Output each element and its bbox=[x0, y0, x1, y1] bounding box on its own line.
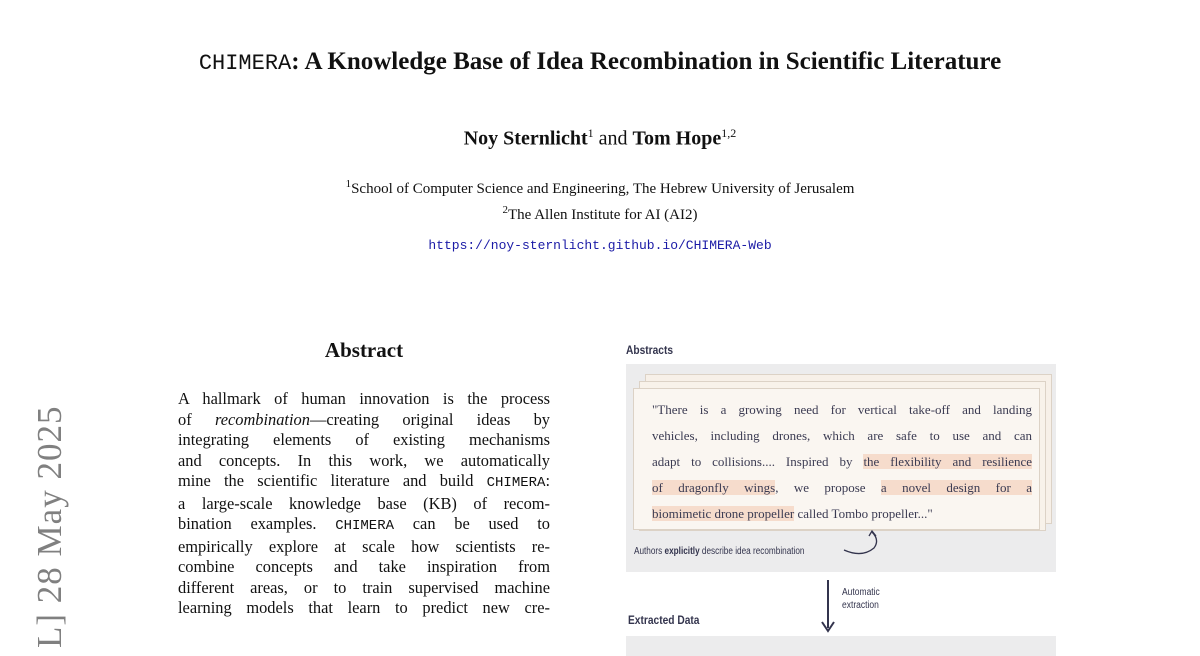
figure-extracted-panel bbox=[626, 636, 1056, 656]
author-1: Noy Sternlicht bbox=[463, 127, 588, 150]
abstract-line bbox=[178, 471, 550, 494]
title-system-name: CHIMERA bbox=[198, 51, 292, 76]
abstract-line bbox=[178, 410, 550, 431]
note-text: describe idea recombination bbox=[699, 546, 805, 557]
figure-note bbox=[634, 546, 804, 557]
quote-line bbox=[652, 475, 1032, 501]
quote-highlight: a novel design for a bbox=[880, 480, 1032, 495]
author-1-sup: 1 bbox=[587, 126, 594, 140]
affiliation-2 bbox=[0, 204, 1200, 224]
abstract-word: can be used to bbox=[412, 514, 550, 533]
curved-arrow-icon bbox=[840, 530, 890, 558]
arrow-label bbox=[842, 586, 880, 612]
abstract-word: mine the scientific literature and build bbox=[178, 471, 474, 490]
title-text: : A Knowledge Base of Idea Recombination in Scientific Literature bbox=[291, 48, 1002, 75]
abstract-quote bbox=[652, 397, 1032, 527]
abstract-heading: Abstract bbox=[324, 338, 404, 362]
note-text: Authors bbox=[634, 546, 665, 557]
down-arrow-icon bbox=[820, 578, 836, 634]
abstract-line: combine concepts and take inspiration from bbox=[178, 557, 550, 576]
quote-line: "There is a growing need for vertical take-off and landing bbox=[652, 402, 1032, 417]
quote-text: called Tombo propeller..." bbox=[794, 506, 933, 521]
abstract-body bbox=[178, 389, 550, 619]
affiliation-1-sup: 1 bbox=[345, 178, 352, 190]
affiliation-2-text: The Allen Institute for AI (AI2) bbox=[507, 207, 698, 223]
abstract-system-name: CHIMERA bbox=[486, 475, 546, 491]
affiliation-2-sup: 2 bbox=[502, 204, 508, 216]
figure-label-abstracts: Abstracts bbox=[626, 343, 674, 357]
author-and: and bbox=[593, 127, 633, 150]
author-line bbox=[0, 126, 1200, 151]
arrow-label-line: Automatic bbox=[842, 587, 880, 598]
abstract-line: integrating elements of existing mechanisms bbox=[178, 430, 550, 449]
abstract-word: : bbox=[545, 471, 550, 490]
quote-highlight: of dragonfly wings bbox=[652, 480, 776, 495]
paper-title bbox=[0, 48, 1200, 76]
author-2-sup: 1,2 bbox=[721, 126, 737, 140]
quote-text: adapt to collisions.... Inspired by bbox=[652, 454, 864, 469]
figure-label-extracted: Extracted Data bbox=[628, 613, 700, 627]
abstract-emph: recombination bbox=[214, 409, 310, 429]
quote-highlight: the flexibility and resilience bbox=[863, 454, 1032, 469]
arxiv-stamp: L] 28 May 2025 bbox=[30, 405, 69, 648]
abstract-line: empirically explore at scale how scientists re- bbox=[178, 536, 550, 556]
abstract-line: and concepts. In this work, we automatically bbox=[178, 450, 550, 470]
affiliation-1 bbox=[0, 178, 1200, 198]
abstract-dash: — bbox=[309, 409, 327, 429]
note-bold: explicitly bbox=[664, 546, 700, 557]
abstract-quote-card bbox=[633, 388, 1040, 530]
abstract-line bbox=[178, 514, 550, 537]
abstract-line: a large-scale knowledge base (KB) of recom- bbox=[178, 493, 550, 513]
abstract-word: bination examples. bbox=[178, 514, 317, 533]
figure-abstracts-panel bbox=[626, 364, 1056, 572]
abstract-line: learning models that learn to predict new cre- bbox=[178, 598, 550, 617]
abstract-line: different areas, or to train supervised machine bbox=[178, 577, 550, 597]
arrow-label-line: extraction bbox=[842, 600, 879, 611]
quote-highlight: biomimetic drone propeller bbox=[652, 506, 795, 521]
abstract-word: creating original ideas by bbox=[326, 409, 550, 429]
abstract-system-name: CHIMERA bbox=[335, 518, 395, 534]
quote-text: , we propose bbox=[775, 480, 881, 495]
quote-line bbox=[652, 449, 1032, 475]
quote-line: vehicles, including drones, which are safe to use and can bbox=[652, 428, 1032, 443]
affiliation-1-text: School of Computer Science and Engineering, The Hebrew University of Jerusalem bbox=[351, 181, 855, 197]
quote-line bbox=[652, 501, 1032, 527]
abstract-word: of bbox=[178, 409, 215, 429]
author-2: Tom Hope bbox=[632, 127, 722, 150]
abstract-line: A hallmark of human innovation is the process bbox=[178, 389, 550, 408]
project-url-link[interactable]: https://noy-sternlicht.github.io/CHIMERA-Web bbox=[428, 238, 772, 253]
